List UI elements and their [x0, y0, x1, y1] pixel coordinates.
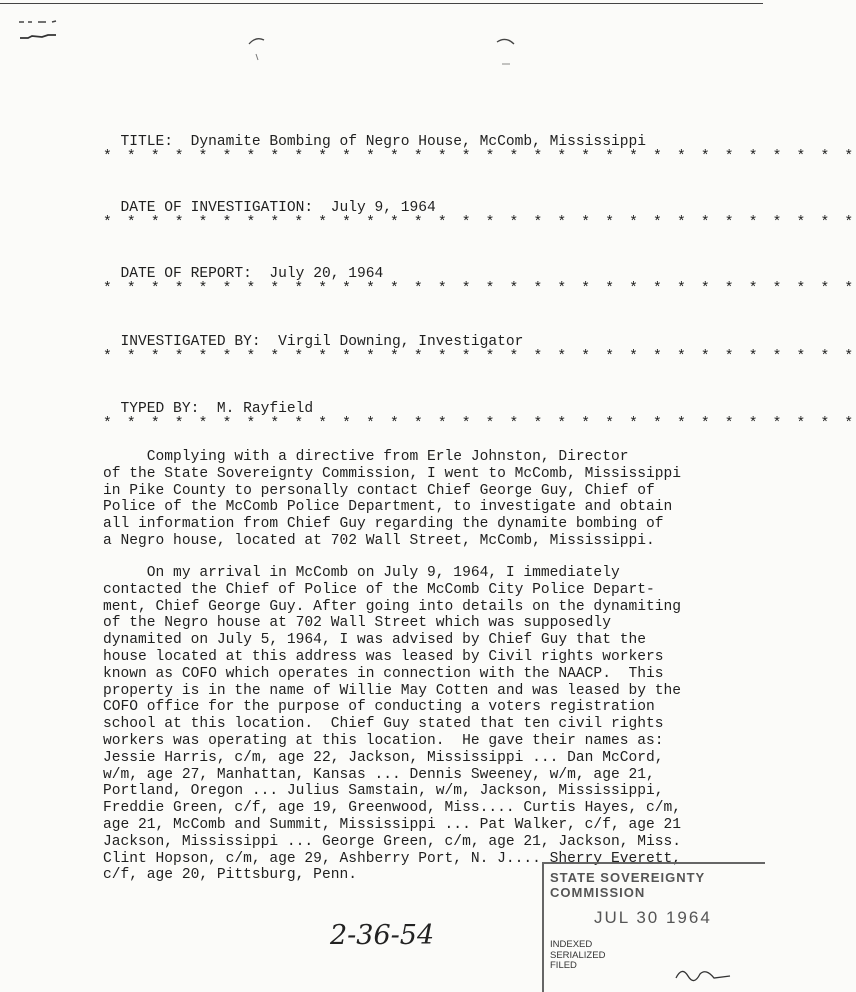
date-of-investigation-line	[103, 181, 436, 217]
top-rule	[0, 3, 763, 4]
stamp-serialized: SERIALIZED	[550, 949, 606, 961]
paragraph-line: of the Negro house at 702 Wall Street which was supposedly	[103, 615, 611, 632]
stamp-filed: FILED	[550, 960, 577, 971]
paragraph-line: Clint Hopson, c/m, age 29, Ashberry Port, N. J.... Sherry Everett,	[103, 850, 682, 867]
separator: * * * * * * * * * * * * * * * * * * * * * * * * * * * * * * * *	[103, 349, 856, 365]
paragraph-line: a Negro house, located at 702 Wall Street, McComb, Mississippi.	[103, 532, 655, 549]
investigated-by-label: INVESTIGATED BY:	[120, 334, 261, 350]
date-of-investigation-label: DATE OF INVESTIGATION:	[120, 200, 314, 216]
paragraph-line: Jessie Harris, c/m, age 22, Jackson, Mississippi ... Dan McCord,	[103, 749, 664, 766]
investigated-by-line	[103, 315, 523, 351]
paragraph-line: Police of the McComb Police Department, to investigate and obtain	[103, 499, 673, 516]
corner-pen-mark	[18, 18, 58, 44]
filing-stamp	[542, 862, 765, 992]
typed-by-line	[103, 382, 313, 418]
paragraph-line: house located at this address was leased by Civil rights workers	[103, 648, 664, 665]
paragraph-line: ment, Chief George Guy. After going into details on the dynamiting	[103, 598, 682, 615]
punch-hole-mark-left	[246, 36, 270, 66]
date-of-report-value: July 20, 1964	[269, 266, 384, 282]
date-of-report-label: DATE OF REPORT:	[120, 266, 252, 282]
paragraph-line: COFO office for the purpose of conducting a voters registration	[103, 699, 655, 716]
separator: * * * * * * * * * * * * * * * * * * * * * * * * * * * * * * * *	[103, 416, 856, 432]
date-of-report-line	[103, 247, 383, 283]
paragraph-line: in Pike County to personally contact Chief George Guy, Chief of	[103, 482, 655, 499]
separator: * * * * * * * * * * * * * * * * * * * * * * * * * * * * * * * *	[103, 281, 856, 297]
paragraph-line: property is in the name of Willie May Cotten and was leased by the	[103, 682, 682, 699]
paragraph-line: dynamited on July 5, 1964, I was advised by Chief Guy that the	[103, 632, 646, 649]
investigated-by-value: Virgil Downing, Investigator	[278, 334, 524, 350]
title-line	[103, 115, 646, 151]
paragraph-line: age 21, McComb and Summit, Mississippi ... Pat Walker, c/f, age 21	[103, 816, 682, 833]
date-of-investigation-value: July 9, 1964	[330, 200, 436, 216]
paragraph-line: c/f, age 20, Pittsburg, Penn.	[103, 867, 357, 884]
paragraph-line: Portland, Oregon ... Julius Samstain, w/m, Jackson, Mississippi,	[103, 783, 664, 800]
handwritten-file-number: 2-36-54	[330, 920, 435, 951]
separator: * * * * * * * * * * * * * * * * * * * * * * * * * * * * * * * *	[103, 149, 856, 165]
stamp-initials-scribble	[674, 964, 734, 984]
paragraph-line: w/m, age 27, Manhattan, Kansas ... Dennis Sweeney, w/m, age 21,	[103, 766, 655, 783]
paragraph-line: contacted the Chief of Police of the McComb City Police Depart-	[103, 581, 655, 598]
typed-by-value: M. Rayfield	[216, 401, 314, 417]
stamp-header: STATE SOVEREIGNTY COMMISSION	[550, 870, 705, 900]
stamp-date: JUL 30 1964	[594, 908, 712, 927]
paragraph-line: school at this location. Chief Guy stated that ten civil rights	[103, 716, 664, 733]
paragraph-line: all information from Chief Guy regarding the dynamite bombing of	[103, 516, 664, 533]
stamp-status-list	[550, 940, 605, 972]
paragraph-line: Complying with a directive from Erle Johnston, Director	[103, 449, 629, 465]
paragraph-2	[103, 565, 703, 884]
stamp-indexed: INDEXED	[550, 939, 593, 950]
separator: * * * * * * * * * * * * * * * * * * * * * * * * * * * * * * * *	[103, 215, 856, 231]
paragraph-line: Jackson, Mississippi ... George Green, c/m, age 21, Jackson, Miss.	[103, 833, 682, 850]
title-value: Dynamite Bombing of Negro House, McComb, Mississippi	[190, 134, 646, 150]
paragraph-line: Freddie Green, c/f, age 19, Greenwood, Miss.... Curtis Hayes, c/m,	[103, 800, 682, 817]
paragraph-line: known as COFO which operates in connection with the NAACP. This	[103, 665, 664, 682]
typed-by-label: TYPED BY:	[120, 401, 200, 417]
paragraph-1	[103, 449, 703, 550]
paragraph-line: of the State Sovereignty Commission, I went to McComb, Mississippi	[103, 465, 682, 482]
punch-hole-mark-right	[494, 36, 518, 66]
paragraph-line: On my arrival in McComb on July 9, 1964, I immediately	[103, 565, 620, 581]
paragraph-line: workers was operating at this location. He gave their names as:	[103, 732, 664, 749]
title-label: TITLE:	[120, 134, 174, 150]
